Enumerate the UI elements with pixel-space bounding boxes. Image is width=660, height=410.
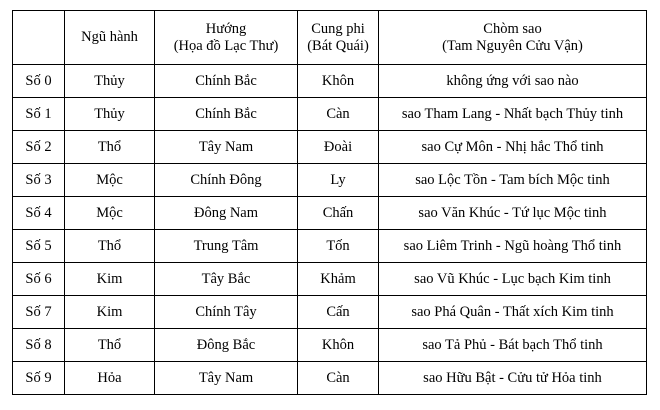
cell-constellation: sao Phá Quân - Thất xích Kim tinh	[379, 296, 647, 329]
cell-constellation: sao Tả Phủ - Bát bạch Thổ tinh	[379, 329, 647, 362]
cell-palace: Khôn	[298, 329, 379, 362]
cell-palace: Ly	[298, 164, 379, 197]
header-palace-title: Cung phi	[311, 20, 365, 37]
cell-constellation: sao Liêm Trinh - Ngũ hoàng Thổ tinh	[379, 230, 647, 263]
cell-direction: Chính Bắc	[155, 65, 298, 98]
header-direction-title: Hướng	[205, 20, 247, 37]
cell-element: Thổ	[65, 230, 155, 263]
cell-direction: Chính Đông	[155, 164, 298, 197]
cell-direction: Tây Bắc	[155, 263, 298, 296]
cell-number: Số 1	[13, 98, 65, 131]
table-row	[13, 98, 647, 131]
cell-palace: Khôn	[298, 65, 379, 98]
header-direction	[155, 11, 298, 65]
cell-number: Số 5	[13, 230, 65, 263]
header-palace	[298, 11, 379, 65]
table-row	[13, 230, 647, 263]
table-row	[13, 263, 647, 296]
cell-number: Số 0	[13, 65, 65, 98]
table-row	[13, 131, 647, 164]
table-row	[13, 164, 647, 197]
header-constellation-title: Chòm sao	[483, 20, 542, 37]
header-direction-subtitle: (Họa đồ Lạc Thư)	[173, 37, 279, 54]
cell-element: Thủy	[65, 65, 155, 98]
header-constellation	[379, 11, 647, 65]
table-row	[13, 329, 647, 362]
cell-direction: Chính Bắc	[155, 98, 298, 131]
cell-element: Thổ	[65, 329, 155, 362]
cell-direction: Đông Nam	[155, 197, 298, 230]
cell-palace: Đoài	[298, 131, 379, 164]
numerology-table	[12, 10, 647, 395]
header-palace-subtitle: (Bát Quái)	[307, 37, 369, 54]
cell-number: Số 4	[13, 197, 65, 230]
cell-constellation: sao Vũ Khúc - Lục bạch Kim tinh	[379, 263, 647, 296]
cell-number: Số 8	[13, 329, 65, 362]
cell-number: Số 3	[13, 164, 65, 197]
header-element: Ngũ hành	[65, 11, 155, 65]
cell-number: Số 2	[13, 131, 65, 164]
cell-palace: Càn	[298, 98, 379, 131]
cell-element: Thổ	[65, 131, 155, 164]
header-row	[13, 11, 647, 65]
cell-palace: Chấn	[298, 197, 379, 230]
cell-direction: Chính Tây	[155, 296, 298, 329]
cell-direction: Tây Nam	[155, 131, 298, 164]
cell-palace: Khảm	[298, 263, 379, 296]
cell-constellation: sao Văn Khúc - Tứ lục Mộc tinh	[379, 197, 647, 230]
cell-palace: Càn	[298, 362, 379, 395]
cell-constellation: sao Lộc Tồn - Tam bích Mộc tinh	[379, 164, 647, 197]
header-number	[13, 11, 65, 65]
cell-direction: Trung Tâm	[155, 230, 298, 263]
cell-direction: Đông Bắc	[155, 329, 298, 362]
cell-direction: Tây Nam	[155, 362, 298, 395]
cell-element: Mộc	[65, 197, 155, 230]
cell-palace: Tốn	[298, 230, 379, 263]
cell-constellation: sao Tham Lang - Nhất bạch Thủy tinh	[379, 98, 647, 131]
table-container	[12, 10, 647, 395]
table-row	[13, 197, 647, 230]
cell-number: Số 7	[13, 296, 65, 329]
cell-element: Hỏa	[65, 362, 155, 395]
table-row	[13, 65, 647, 98]
cell-element: Mộc	[65, 164, 155, 197]
cell-constellation: sao Cự Môn - Nhị hắc Thổ tinh	[379, 131, 647, 164]
cell-number: Số 6	[13, 263, 65, 296]
table-row	[13, 362, 647, 395]
cell-number: Số 9	[13, 362, 65, 395]
table-row	[13, 296, 647, 329]
cell-element: Kim	[65, 263, 155, 296]
cell-constellation: sao Hữu Bật - Cửu tử Hỏa tinh	[379, 362, 647, 395]
cell-element: Thủy	[65, 98, 155, 131]
cell-element: Kim	[65, 296, 155, 329]
cell-constellation: không ứng với sao nào	[379, 65, 647, 98]
header-constellation-subtitle: (Tam Nguyên Cửu Vận)	[442, 37, 583, 54]
cell-palace: Cấn	[298, 296, 379, 329]
